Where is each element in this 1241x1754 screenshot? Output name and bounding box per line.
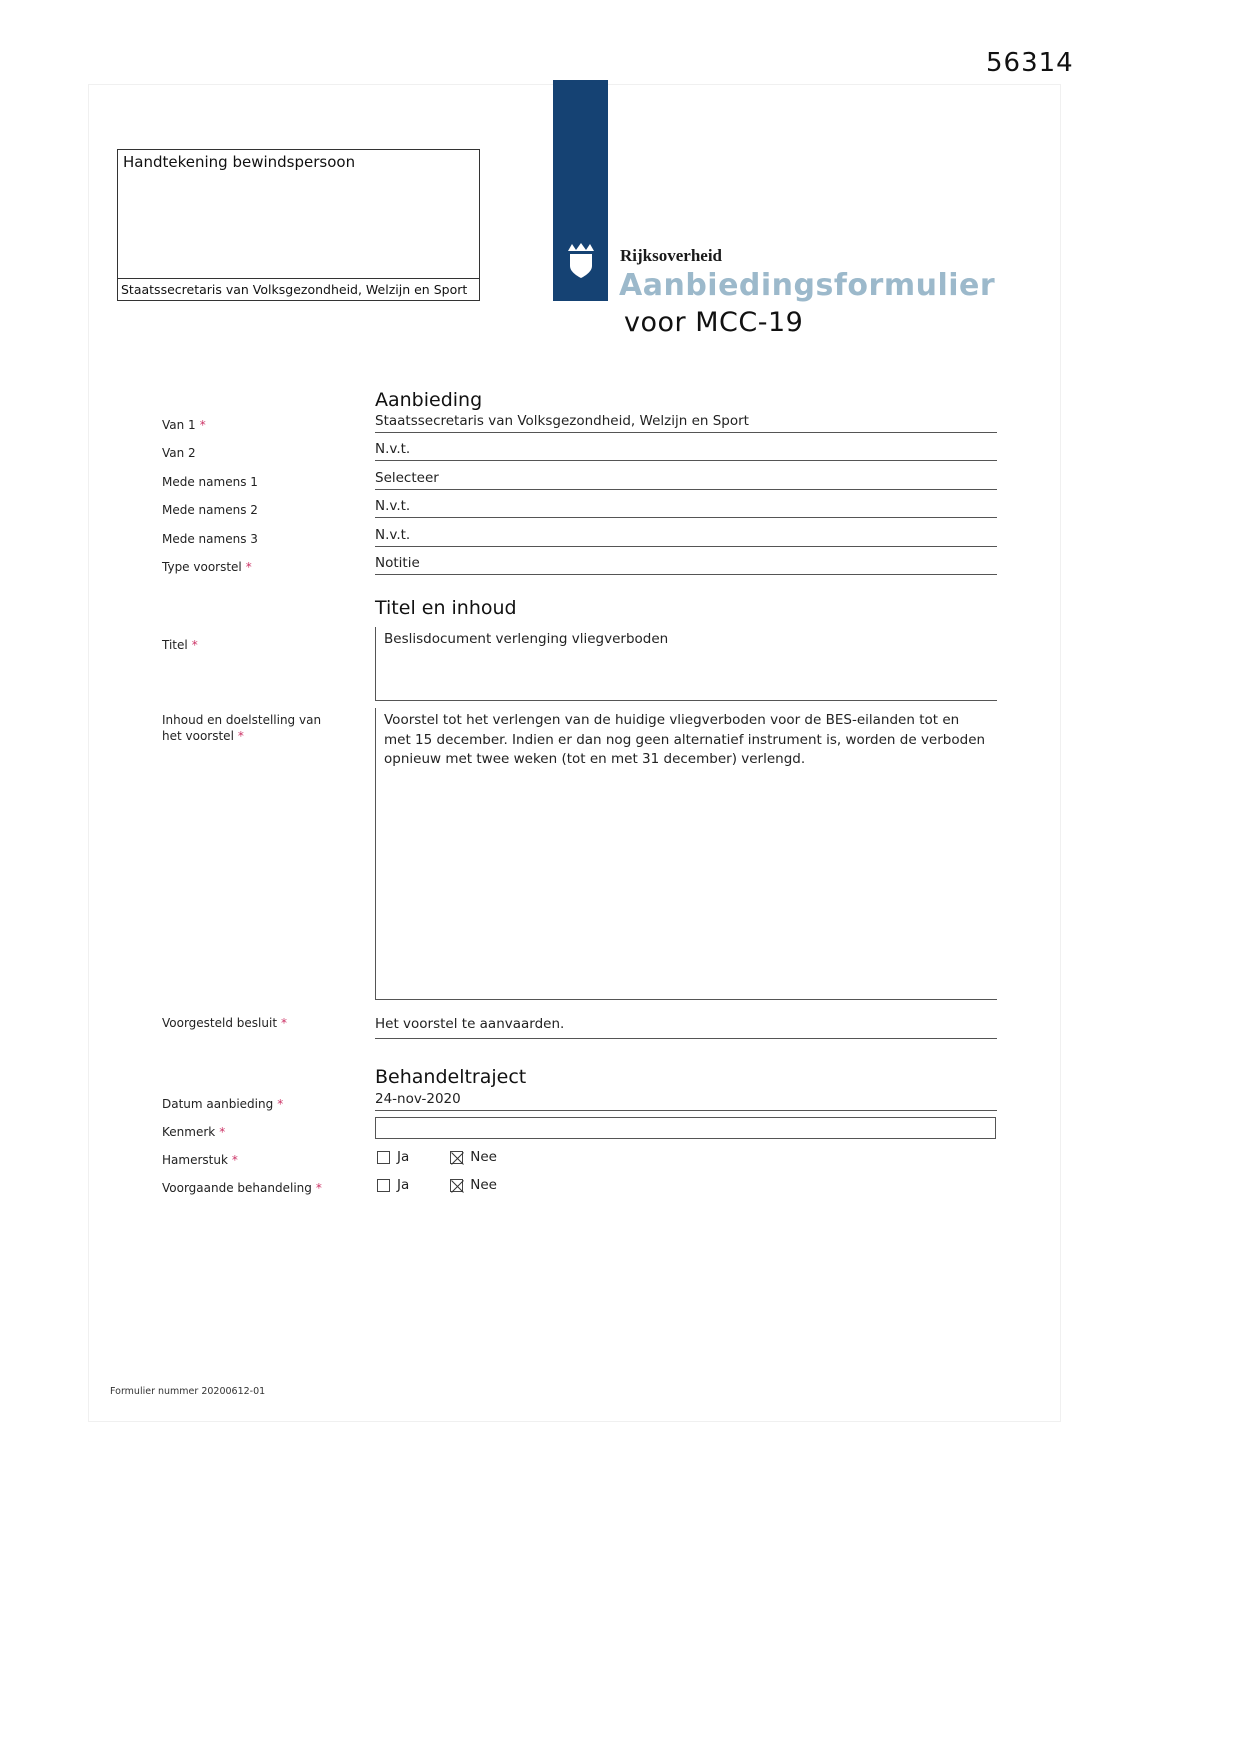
field-label-kenmerk — [162, 1124, 362, 1140]
required-asterisk: * — [245, 560, 252, 574]
label-text: Mede namens 2 — [162, 503, 258, 517]
required-asterisk: * — [199, 418, 206, 432]
hamerstuk-ja-label: Ja — [397, 1149, 410, 1165]
voorgaande-ja-label: Ja — [397, 1177, 410, 1193]
label-text: Voorgesteld besluit — [162, 1016, 278, 1030]
form-title: Aanbiedingsformulier — [619, 268, 996, 303]
field-label-inhoud — [162, 712, 342, 744]
label-text: Type voorstel — [162, 560, 242, 574]
field-label-type-voorstel — [162, 559, 362, 575]
field-label-voorgesteld-besluit — [162, 1015, 362, 1031]
field-label-van-1 — [162, 417, 362, 433]
mede-namens-3-value[interactable]: N.v.t. — [375, 527, 997, 547]
voorgaande-nee-checkbox[interactable] — [450, 1179, 463, 1192]
field-label-mede-namens-1 — [162, 474, 362, 490]
titel-textarea[interactable]: Beslisdocument verlenging vliegverboden — [375, 627, 997, 701]
section-heading-aanbieding: Aanbieding — [375, 389, 483, 411]
field-label-mede-namens-2 — [162, 502, 362, 518]
signature-box — [117, 149, 480, 301]
hamerstuk-nee-label: Nee — [470, 1149, 497, 1165]
inhoud-textarea[interactable]: Voorstel tot het verlengen van de huidige vliegverboden voor de BES-eilanden tot en met 15 december. Indien er dan nog geen alternatief instrument is, worden de verboden opnieuw met twee weken (tot en met 31 december) verlengd. — [375, 708, 997, 1000]
datum-aanbieding-value[interactable]: 24-nov-2020 — [375, 1091, 997, 1111]
hamerstuk-ja-checkbox[interactable] — [377, 1151, 390, 1164]
mede-namens-1-value[interactable]: Selecteer — [375, 470, 997, 490]
label-text: Van 1 — [162, 418, 196, 432]
label-text: Kenmerk — [162, 1125, 216, 1139]
required-asterisk: * — [219, 1125, 226, 1139]
voorgesteld-besluit-value[interactable]: Het voorstel te aanvaarden. — [375, 1016, 997, 1039]
required-asterisk: * — [277, 1097, 284, 1111]
page-number: 56314 — [986, 48, 1074, 78]
field-label-hamerstuk — [162, 1152, 362, 1168]
rijksoverheid-wordmark: Rijksoverheid — [620, 246, 722, 265]
hamerstuk-nee-checkbox[interactable] — [450, 1151, 463, 1164]
label-text: Hamerstuk — [162, 1153, 228, 1167]
form-subtitle: voor MCC-19 — [624, 307, 804, 338]
rijksoverheid-ribbon — [553, 80, 608, 301]
hamerstuk-options — [377, 1149, 497, 1165]
van-1-value[interactable]: Staatssecretaris van Volksgezondheid, Welzijn en Sport — [375, 413, 997, 433]
van-2-value[interactable]: N.v.t. — [375, 441, 997, 461]
label-text: Voorgaande behandeling — [162, 1181, 312, 1195]
kenmerk-input[interactable] — [375, 1117, 996, 1139]
section-heading-titel-en-inhoud: Titel en inhoud — [375, 597, 517, 619]
required-asterisk: * — [281, 1016, 288, 1030]
section-heading-behandeltraject: Behandeltraject — [375, 1066, 527, 1088]
mede-namens-2-value[interactable]: N.v.t. — [375, 498, 997, 518]
field-label-mede-namens-3 — [162, 531, 362, 547]
field-label-van-2 — [162, 445, 362, 461]
voorgaande-ja-checkbox[interactable] — [377, 1179, 390, 1192]
required-asterisk: * — [237, 729, 244, 744]
type-voorstel-value[interactable]: Notitie — [375, 555, 997, 575]
required-asterisk: * — [191, 638, 198, 652]
label-text: Van 2 — [162, 446, 196, 460]
required-asterisk: * — [315, 1181, 322, 1195]
label-text: Titel — [162, 638, 188, 652]
voorgaande-behandeling-options — [377, 1177, 497, 1193]
rijksoverheid-emblem-icon — [564, 241, 598, 287]
label-text: Mede namens 1 — [162, 475, 258, 489]
signature-box-title: Handtekening bewindspersoon — [123, 153, 356, 171]
label-text: Inhoud en doelstelling van het voorstel — [162, 713, 322, 744]
field-label-titel — [162, 637, 362, 653]
required-asterisk: * — [231, 1153, 238, 1167]
field-label-voorgaande-behandeling — [162, 1180, 362, 1196]
voorgaande-nee-label: Nee — [470, 1177, 497, 1193]
signature-box-footer: Staatssecretaris van Volksgezondheid, Welzijn en Sport — [118, 278, 479, 300]
field-label-datum-aanbieding — [162, 1096, 362, 1112]
label-text: Mede namens 3 — [162, 532, 258, 546]
form-number: Formulier nummer 20200612-01 — [110, 1386, 266, 1397]
label-text: Datum aanbieding — [162, 1097, 274, 1111]
